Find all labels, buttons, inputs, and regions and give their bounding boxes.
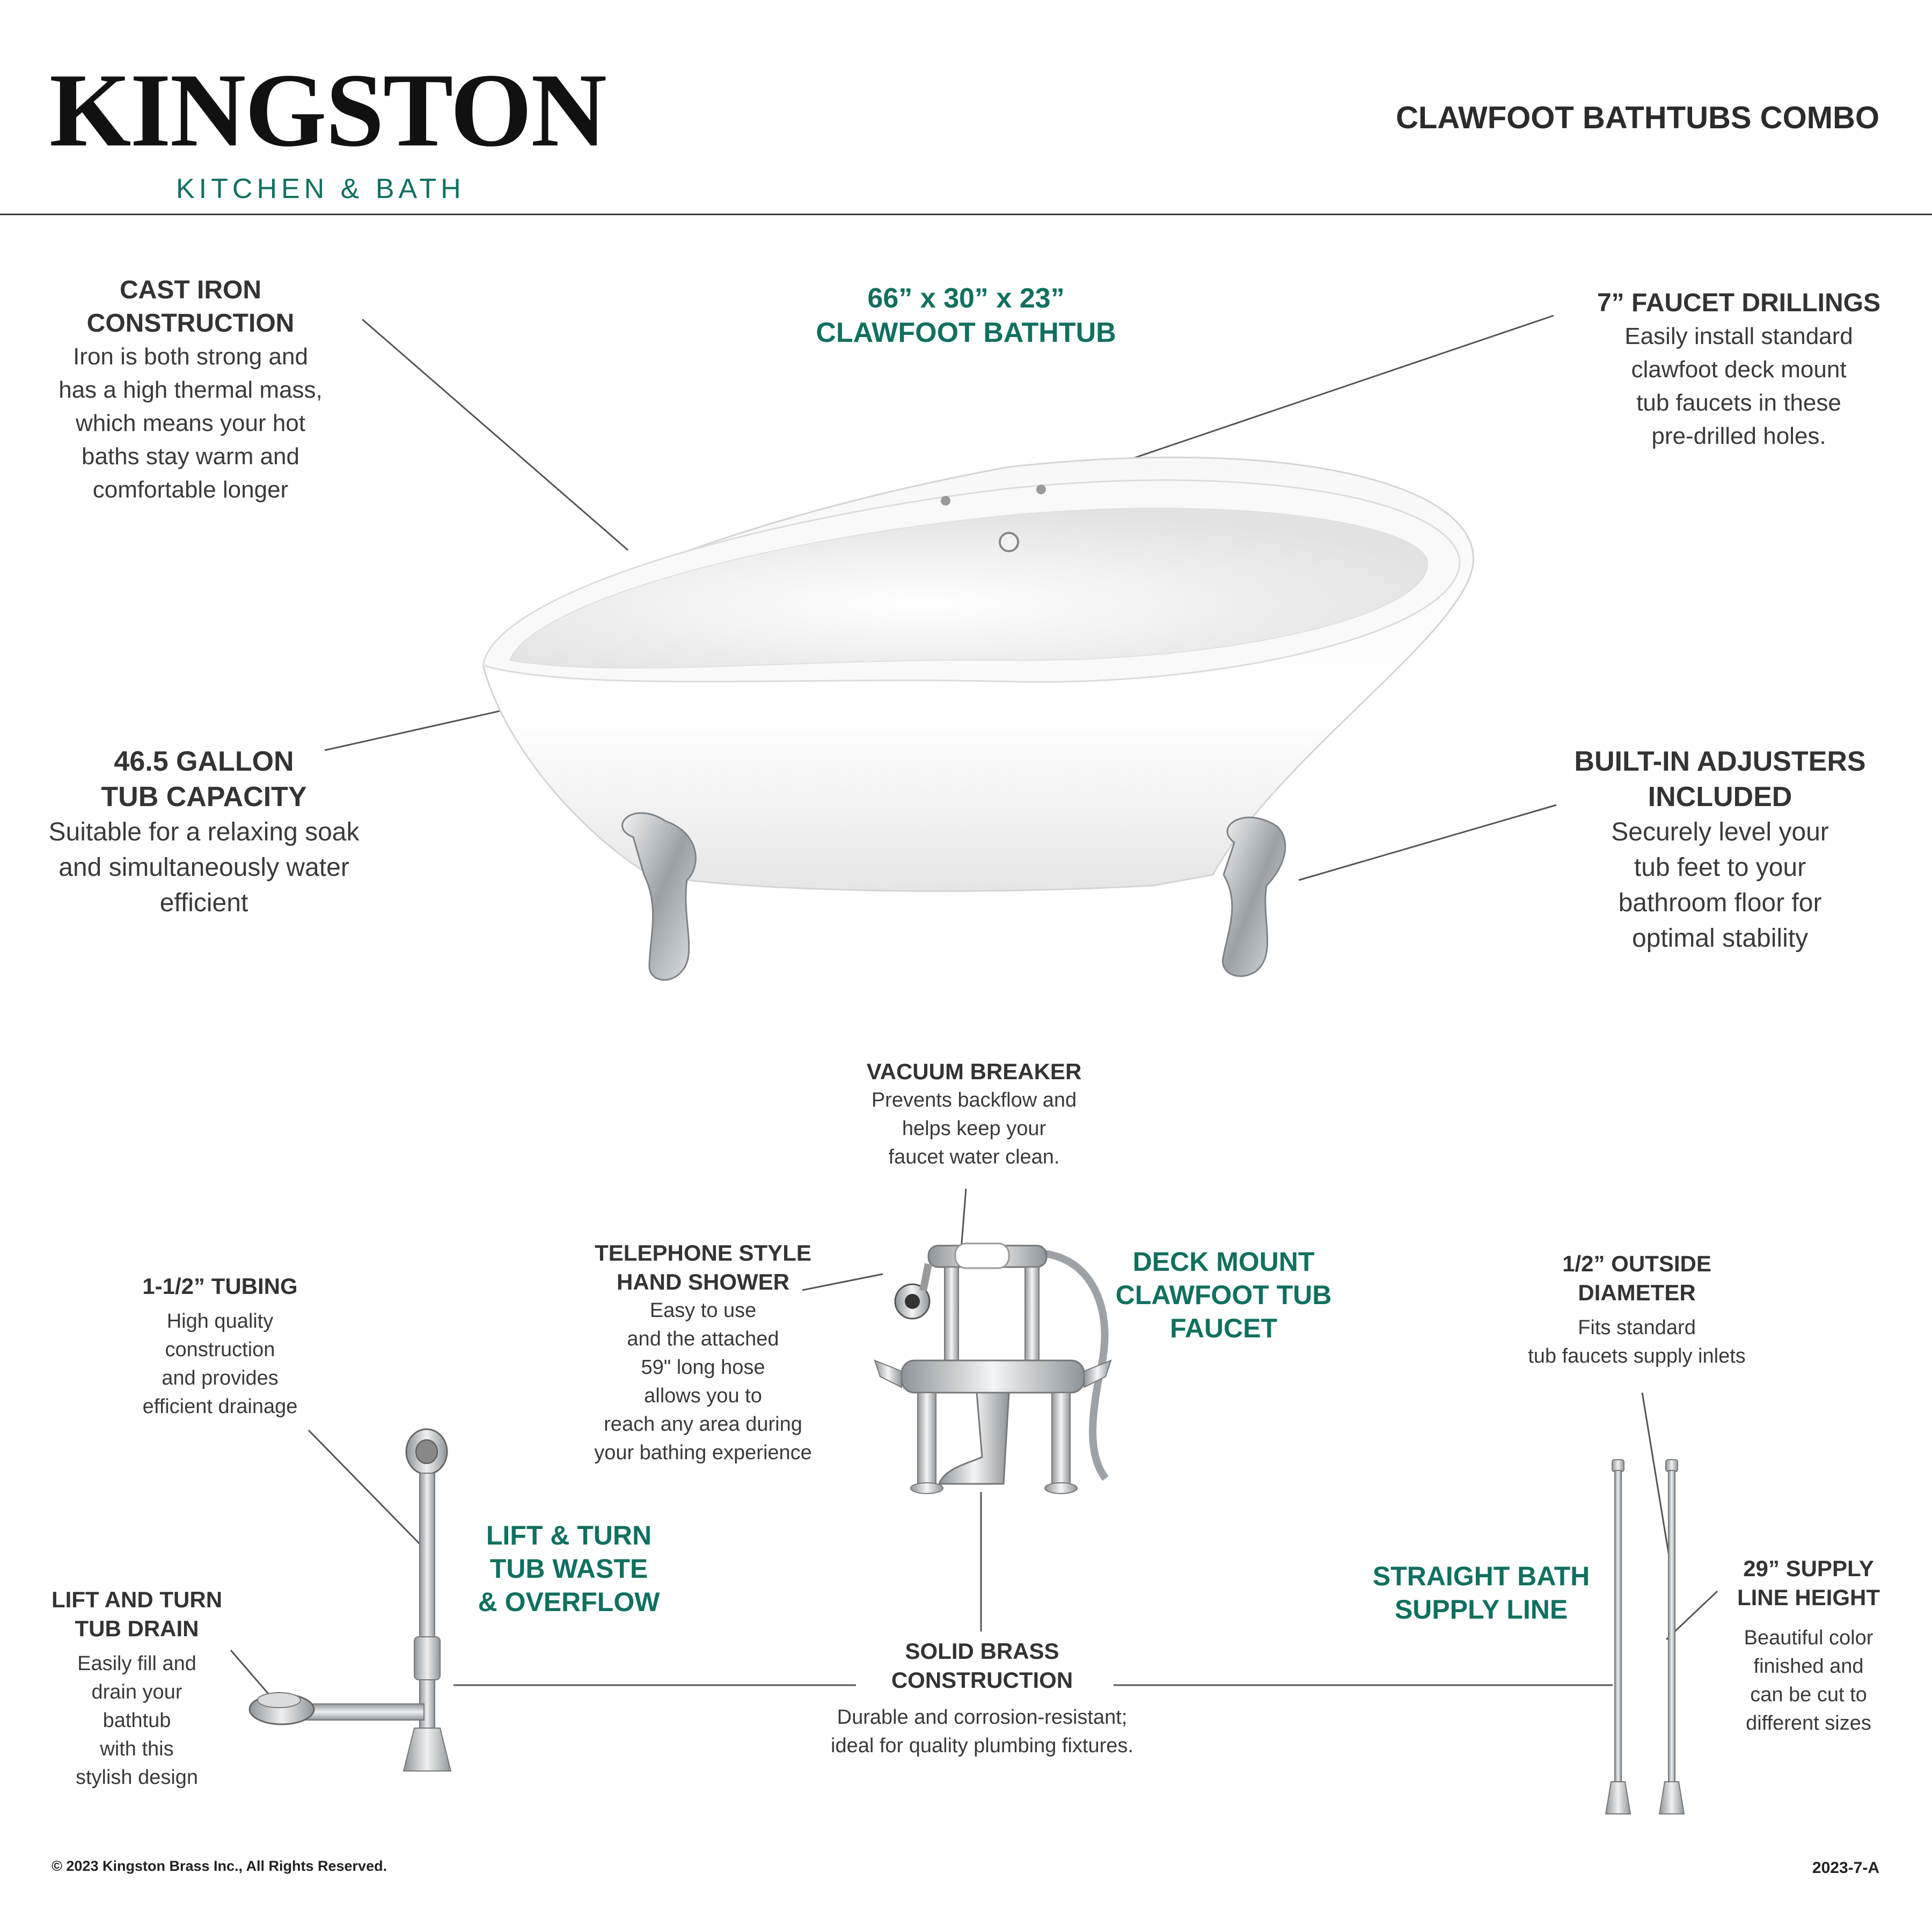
tub-heading bbox=[805, 281, 1127, 350]
feature-lift-turn-drain: LIFT AND TURN TUB DRAIN Easily fill and drain your bathtub with this stylish design bbox=[51, 1587, 223, 1789]
feature-outside-diameter: 1/2” OUTSIDE DIAMETER Fits standard tub faucets supply inlets bbox=[1528, 1251, 1746, 1367]
page-title: CLAWFOOT BATHTUBS COMBO bbox=[1395, 100, 1879, 135]
faucet-heading: DECK MOUNT CLAWFOOT TUB FAUCET bbox=[1115, 1247, 1332, 1343]
feature-adjusters: BUILT-IN ADJUSTERS INCLUDED Securely level your tub feet to your bathroom floor for optimal stability bbox=[1574, 746, 1866, 953]
drain-heading: LIFT & TURN TUB WASTE & OVERFLOW bbox=[478, 1520, 660, 1617]
drain-image bbox=[247, 1428, 472, 1776]
tub-name: CLAWFOOT BATHTUB bbox=[816, 317, 1116, 348]
brand-name: KINGSTON bbox=[49, 52, 606, 169]
supply-heading: STRAIGHT BATH SUPPLY LINE bbox=[1372, 1561, 1590, 1624]
feature-solid-brass: SOLID BRASS CONSTRUCTION Durable and corrosion-resistant; ideal for quality plumbing fixtures. bbox=[831, 1638, 1133, 1757]
bathtub-image bbox=[472, 456, 1492, 998]
feature-vacuum-breaker: VACUUM BREAKER Prevents backflow and helps keep your faucet water clean. bbox=[866, 1059, 1082, 1168]
feature-tub-capacity: 46.5 GALLON TUB CAPACITY Suitable for a relaxing soak and simultaneously water efficient bbox=[48, 746, 360, 917]
brand-tagline: KITCHEN & BATH bbox=[176, 173, 465, 204]
feature-faucet-drillings: 7” FAUCET DRILLINGS Easily install standard clawfoot deck mount tub faucets in these pre-drilled holes. bbox=[1597, 289, 1881, 449]
feature-tubing: 1-1/2” TUBING High quality construction and provides efficient drainage bbox=[142, 1274, 298, 1418]
tub-size: 66” x 30” x 23” bbox=[867, 283, 1065, 314]
faucet-image bbox=[864, 1232, 1122, 1511]
copyright: © 2023 Kingston Brass Inc., All Rights Reserved. bbox=[52, 1858, 387, 1874]
feature-hand-shower: TELEPHONE STYLE HAND SHOWER Easy to use and the attached 59" long hose allows you to reach any area during your bathing experience bbox=[594, 1240, 812, 1464]
document-code: 2023-7-A bbox=[1812, 1859, 1879, 1877]
feature-cast-iron: CAST IRON CONSTRUCTION Iron is both strong and has a high thermal mass, which means your hot baths stay warm and comfortable longer bbox=[58, 276, 323, 503]
supply-line-image bbox=[1599, 1449, 1696, 1819]
feature-supply-height: 29” SUPPLY LINE HEIGHT Beautiful color finished and can be cut to different sizes bbox=[1737, 1556, 1880, 1735]
